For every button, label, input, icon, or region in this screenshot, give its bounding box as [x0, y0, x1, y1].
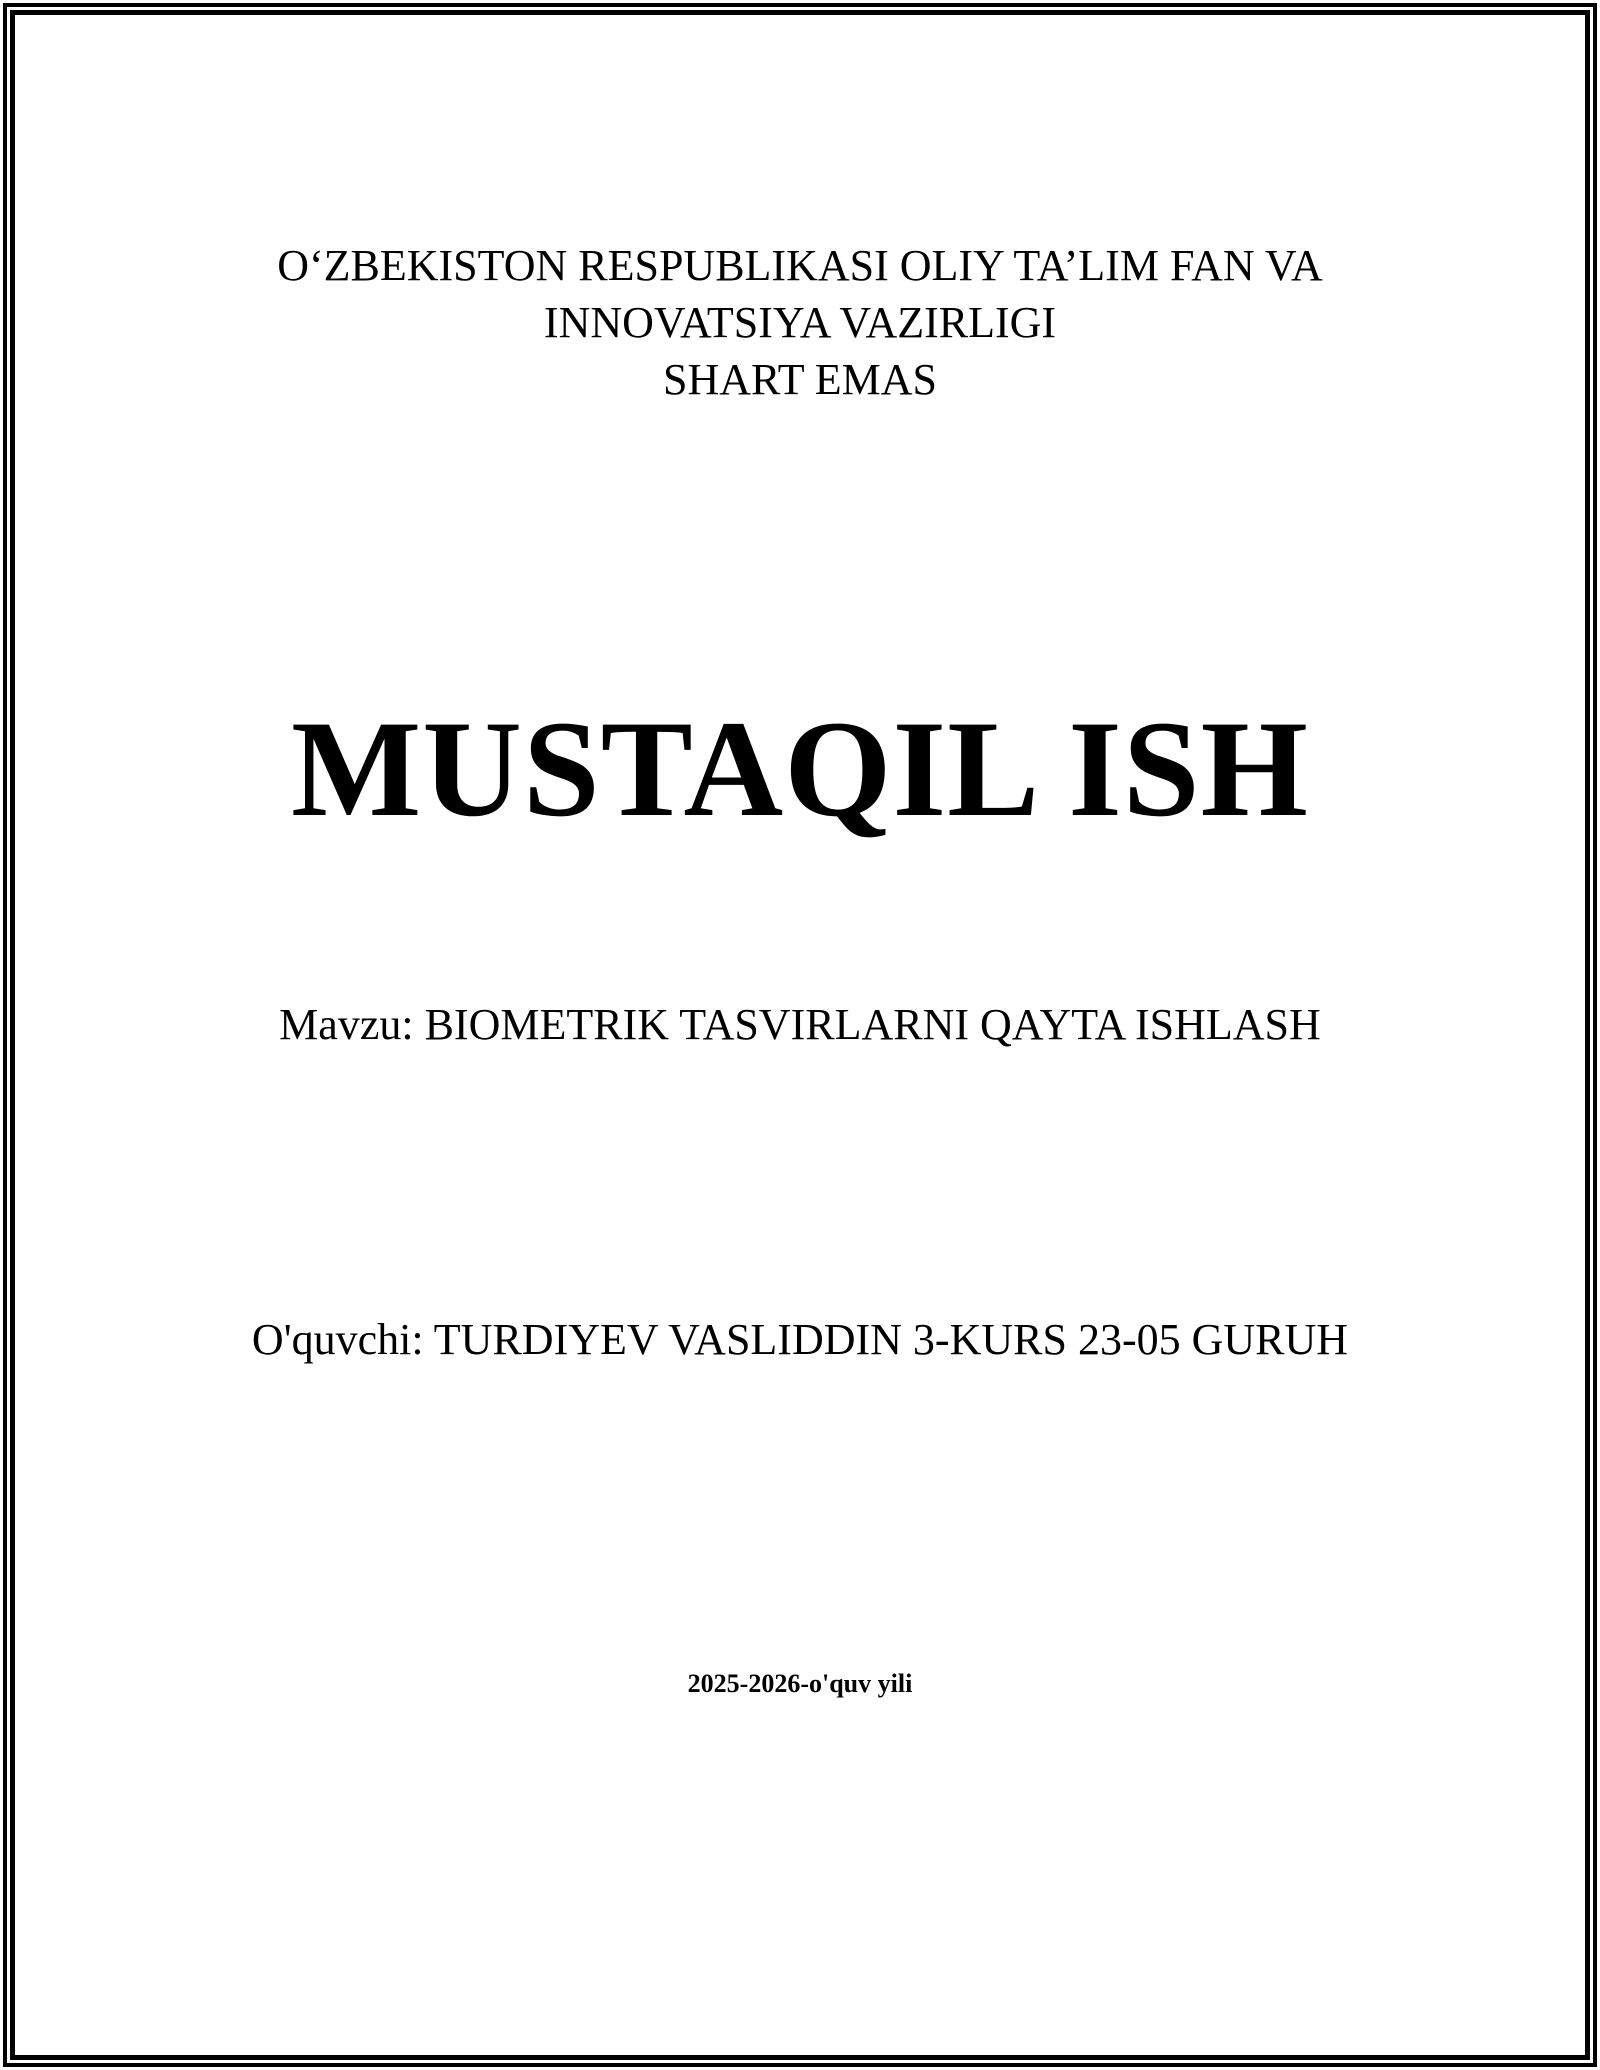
- header-line-1: O‘ZBEKISTON RESPUBLIKASI OLIY TA’LIM FAN VA: [277, 241, 1323, 290]
- topic-line: Mavzu: BIOMETRIK TASVIRLARNI QAYTA ISHLASH: [279, 1000, 1321, 1049]
- document-title: MUSTAQIL ISH: [291, 692, 1309, 845]
- header-line-3: SHART EMAS: [662, 355, 938, 404]
- header-line-2: INNOVATSIYA VAZIRLIGI: [543, 298, 1057, 347]
- ministry-header: [0, 237, 1600, 408]
- academic-year-line: 2025-2026-o'quv yili: [687, 1669, 913, 1698]
- student-line: O'quvchi: TURDIYEV VASLIDDIN 3-KURS 23-05 GURUH: [251, 1315, 1349, 1364]
